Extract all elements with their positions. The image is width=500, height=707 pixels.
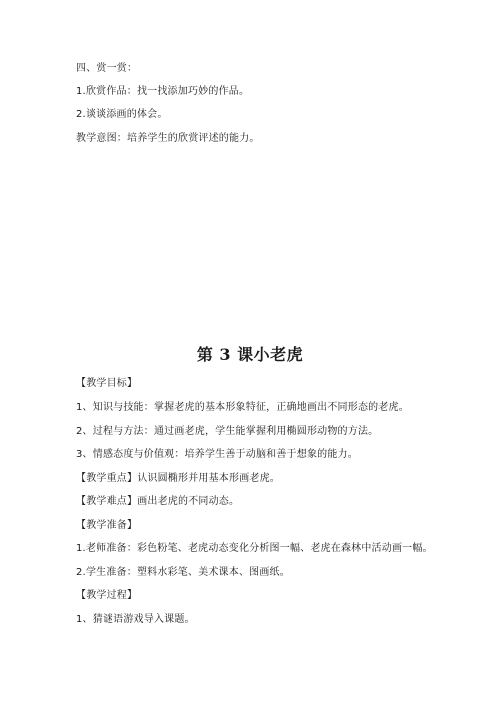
process-heading: 【教学过程】 [76, 590, 138, 601]
lesson-title: 第 3 课小老虎 [196, 345, 304, 364]
process-item-1: 1、猜谜语游戏导入课题。 [76, 614, 195, 625]
goal-item-2: 2、过程与方法：通过画老虎，学生能掌握利用椭圆形动物的方法。 [76, 426, 379, 437]
teaching-intent: 教学意图：培养学生的欣赏评述的能力。 [76, 133, 260, 144]
prep-heading: 【教学准备】 [76, 520, 138, 531]
prep-item-2: 2.学生准备：塑料水彩笔、美术课本、图画纸。 [76, 567, 290, 578]
appreciation-item-1: 1.欣赏作品：找一找添加巧妙的作品。 [76, 86, 250, 97]
section-four-heading: 四、赏一赏： [76, 63, 138, 74]
appreciation-item-2: 2.谈谈添画的体会。 [76, 109, 168, 120]
prep-item-1: 1.老师准备：彩色粉笔、老虎动态变化分析图一幅、老虎在森林中活动画一幅。 [76, 543, 433, 554]
goals-heading: 【教学目标】 [76, 378, 138, 389]
goal-item-1: 1、知识与技能：掌握老虎的基本形象特征，正确地画出不同形态的老虎。 [76, 402, 409, 413]
difficulty: 【教学难点】画出老虎的不同动态。 [76, 496, 240, 507]
goal-item-3: 3、情感态度与价值观：培养学生善于动脑和善于想象的能力。 [76, 449, 358, 460]
key-point: 【教学重点】认识圆椭形并用基本形画老虎。 [76, 473, 280, 484]
